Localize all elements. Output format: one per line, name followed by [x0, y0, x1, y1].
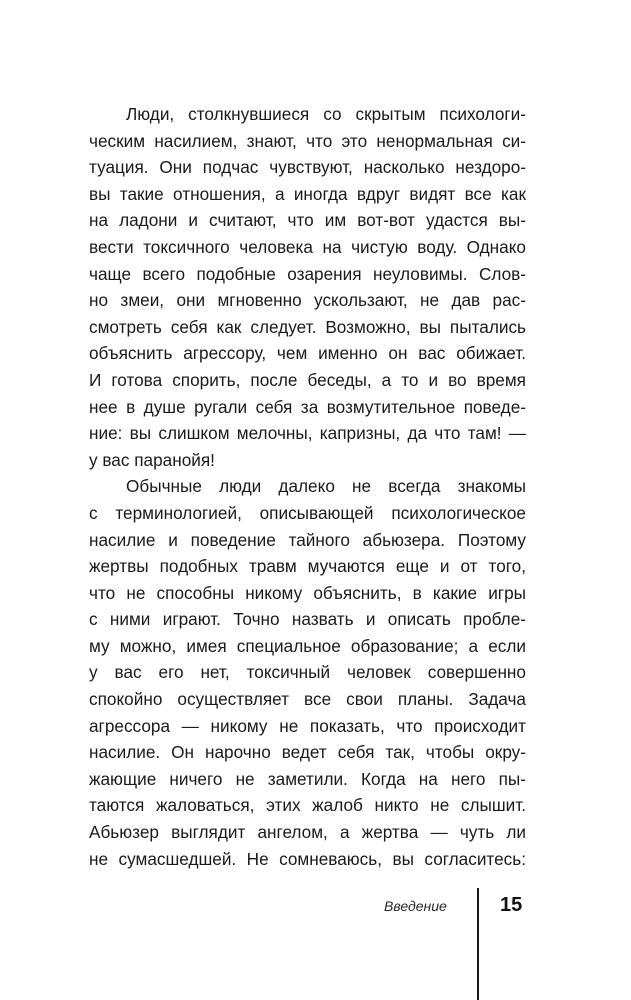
- text-line: Абьюзер выглядит ангелом, а жертва — чуть ли: [89, 822, 526, 843]
- text-line: нее в душе ругали себя за возмутительное поведе-: [89, 396, 526, 417]
- text-line: чаще всего подобные озарения неуловимы. Слов-: [89, 263, 526, 284]
- text-line: жертвы подобных травм мучаются еще и от того,: [89, 556, 526, 577]
- text-line: ние: вы слишком мелочны, капризны, да что там! —: [89, 423, 526, 444]
- text-line: но змеи, они мгновенно ускользают, не дав рас-: [89, 290, 526, 311]
- footer-divider: [477, 888, 479, 1000]
- text-line: у вас паранойя!: [89, 449, 215, 470]
- text-line: туация. Они подчас чувствуют, насколько нездоро-: [89, 157, 526, 178]
- text-line: жающие ничего не заметили. Когда на него пы-: [89, 768, 526, 789]
- text-line: смотреть себя как следует. Возможно, вы пытались: [89, 316, 526, 337]
- text-line: вести токсичного человека на чистую воду. Однако: [89, 236, 526, 257]
- text-line: таются жаловаться, этих жалоб никто не слышит.: [89, 795, 526, 816]
- text-line: агрессора — никому не показать, что происходит: [89, 715, 526, 736]
- text-line: на ладони и считают, что им вот-вот удастся вы-: [89, 210, 526, 231]
- text-line: му можно, имея специальное образование; а если: [89, 635, 526, 656]
- text-line: не сумасшедшей. Не сомневаюсь, вы согласитесь:: [89, 848, 526, 869]
- text-line: насилие и поведение тайного абьюзера. Поэтому: [89, 529, 526, 550]
- body-text: [89, 101, 526, 872]
- text-line: с терминологией, описывающей психологическое: [89, 502, 526, 523]
- text-line: с ними играют. Точно назвать и описать пробле-: [89, 609, 526, 630]
- text-line: у вас его нет, токсичный человек совершенно: [89, 662, 526, 683]
- text-line: И готова спорить, после беседы, а то и во время: [89, 369, 526, 390]
- text-line: что не способны никому объяснить, в какие игры: [89, 582, 526, 603]
- text-line: ческим насилием, знают, что это ненормальная си-: [89, 130, 526, 151]
- running-title: Введение: [384, 898, 447, 914]
- text-line: спокойно осуществляет все свои планы. Задача: [89, 689, 526, 710]
- text-line: объяснить агрессору, чем именно он вас обижает.: [89, 343, 526, 364]
- text-line: насилие. Он нарочно ведет себя так, чтобы окру-: [89, 742, 526, 763]
- text-line: вы такие отношения, а иногда вдруг видят все как: [89, 183, 526, 204]
- text-line: Люди, столкнувшиеся со скрытым психологи-: [126, 104, 526, 124]
- text-line: Обычные люди далеко не всегда знакомы: [126, 476, 526, 497]
- page-number: 15: [500, 894, 523, 916]
